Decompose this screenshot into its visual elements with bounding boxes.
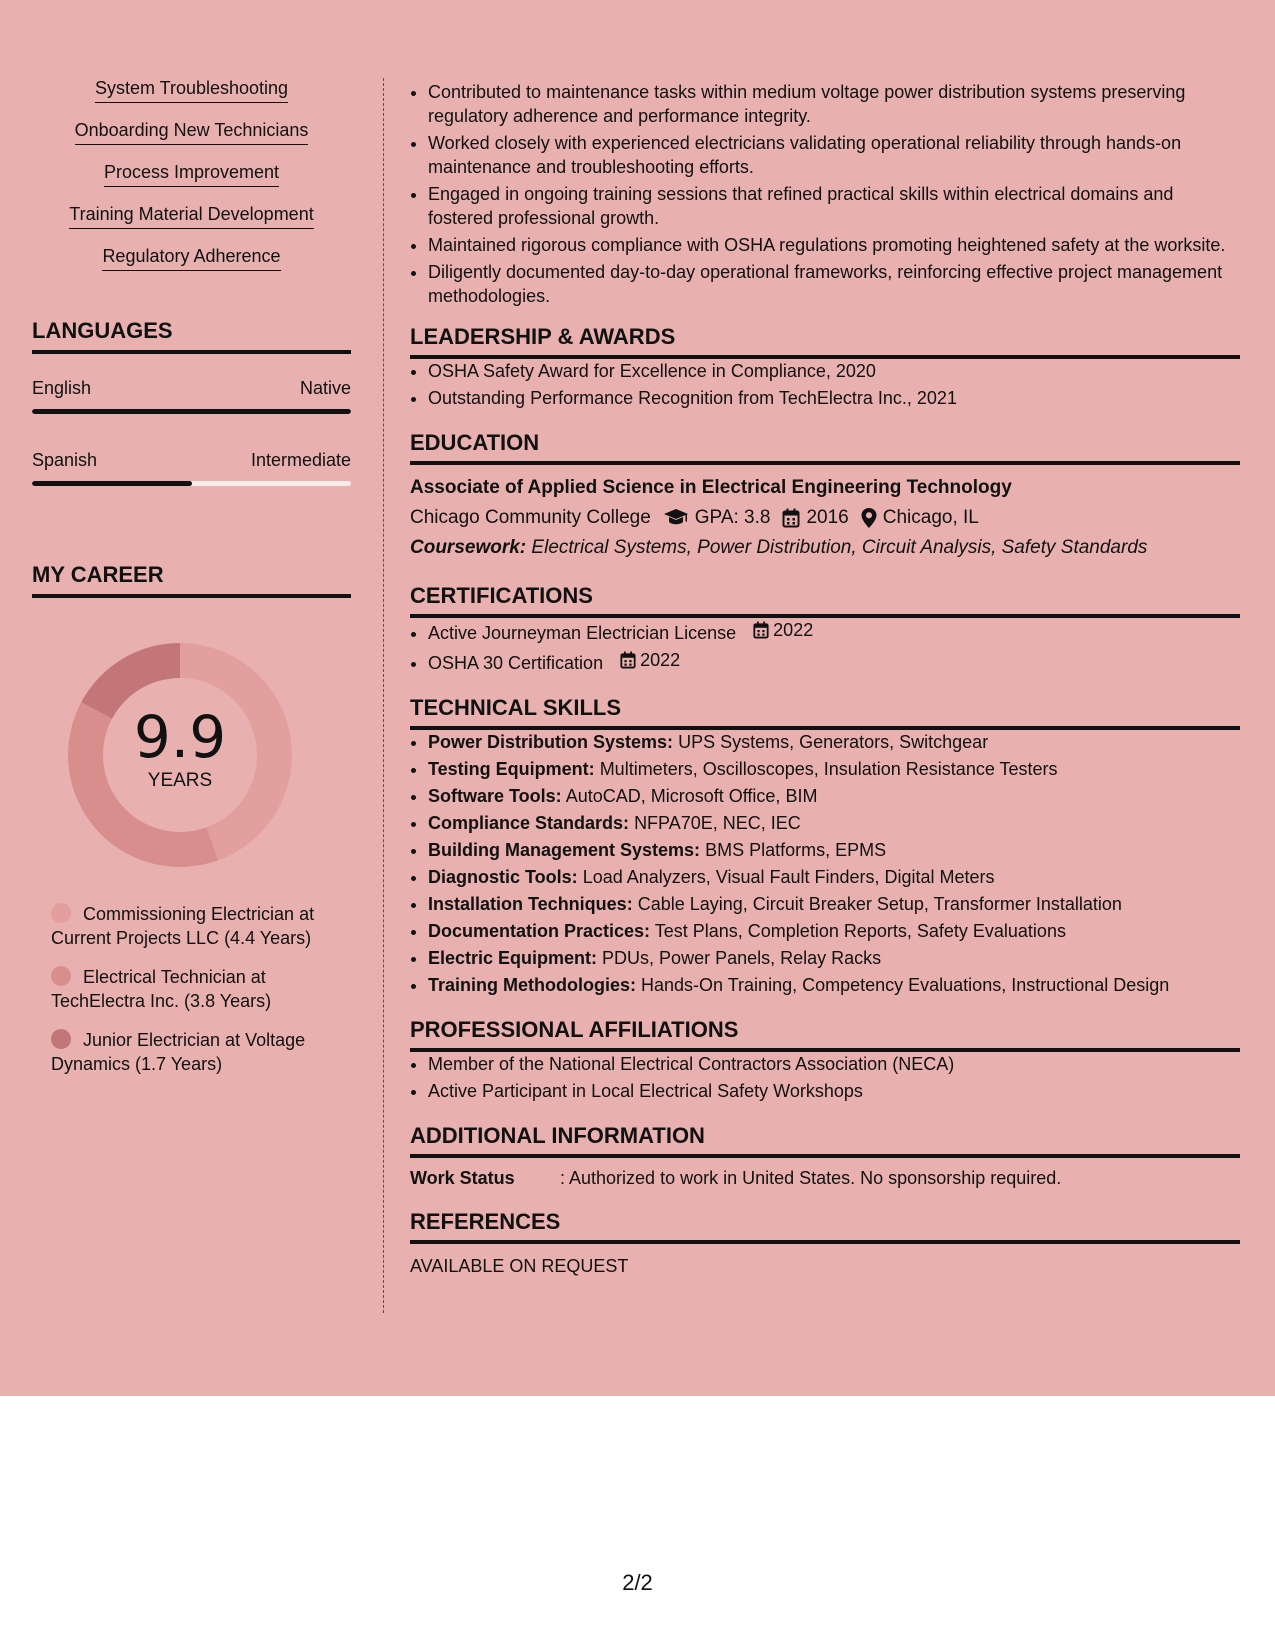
skill-item: Regulatory Adherence	[102, 246, 280, 271]
technical-skills-heading: TECHNICAL SKILLS	[410, 695, 1240, 730]
certification-item	[428, 618, 1240, 645]
language-name: English	[32, 378, 92, 398]
career-section	[32, 562, 351, 1076]
experience-bullet: • Engaged in ongoing training sessions that refined practical skills within electrical domains and fostered professional growth.	[428, 182, 1240, 230]
technical-skill-item	[428, 946, 1240, 970]
certification-date	[753, 618, 813, 642]
career-legend-item	[51, 1028, 321, 1076]
skill-value: BMS Platforms, EPMS	[705, 840, 887, 860]
skill-label: Electric Equipment:	[428, 948, 598, 968]
skill-value: PDUs, Power Panels, Relay Racks	[602, 948, 882, 968]
certifications-list	[410, 618, 1240, 675]
legend-dot	[51, 903, 71, 923]
experience-bullets	[410, 80, 1240, 308]
career-legend-label: Electrical Technician at TechElectra Inc. (3.8 Years)	[51, 967, 272, 1011]
coursework-value: Electrical Systems, Power Distribution, Circuit Analysis, Safety Standards	[531, 537, 1148, 558]
affiliation-item: • Member of the National Electrical Contractors Association (NECA)	[428, 1052, 1240, 1076]
technical-skill-item	[428, 892, 1240, 916]
career-legend-label: Junior Electrician at Voltage Dynamics (1.7 Years)	[51, 1030, 306, 1074]
education-section	[410, 430, 1240, 559]
languages-section	[32, 318, 351, 486]
language-proficiency-fill	[32, 409, 351, 414]
affiliations-list	[410, 1052, 1240, 1103]
career-total-years: 9.9	[133, 703, 227, 771]
skill-value: Load Analyzers, Visual Fault Finders, Digital Meters	[582, 867, 995, 887]
skill-value: AutoCAD, Microsoft Office, BIM	[565, 786, 818, 806]
column-divider	[383, 78, 384, 1313]
leadership-section	[410, 324, 1240, 410]
language-row	[32, 450, 351, 471]
work-status-value: : Authorized to work in United States. No sponsorship required.	[560, 1168, 1062, 1188]
education-gpa: GPA: 3.8	[694, 507, 771, 528]
language-level: Native	[299, 378, 351, 398]
language-proficiency-bar	[32, 409, 351, 414]
skill-label: Installation Techniques:	[428, 894, 633, 914]
leadership-list	[410, 359, 1240, 410]
calendar-icon	[782, 508, 800, 528]
skill-value: Test Plans, Completion Reports, Safety Evaluations	[654, 921, 1066, 941]
additional-info-section	[410, 1123, 1240, 1189]
career-total-unit: YEARS	[147, 770, 213, 791]
technical-skills-list	[410, 730, 1240, 997]
certification-year: 2022	[640, 650, 681, 670]
career-legend-item	[51, 902, 321, 950]
skill-item: System Troubleshooting	[95, 78, 288, 103]
award-item: • Outstanding Performance Recognition from TechElectra Inc., 2021	[428, 386, 1240, 410]
leadership-heading: LEADERSHIP & AWARDS	[410, 324, 1240, 359]
career-donut-chart	[65, 640, 295, 870]
skill-label: Software Tools:	[428, 786, 562, 806]
experience-bullet: • Diligently documented day-to-day operational frameworks, reinforcing effective project management methodologies.	[428, 260, 1240, 308]
affiliations-heading: PROFESSIONAL AFFILIATIONS	[410, 1017, 1240, 1052]
language-proficiency-fill	[32, 481, 192, 486]
skills-list	[32, 78, 351, 288]
language-row	[32, 378, 351, 399]
skill-label: Compliance Standards:	[428, 813, 630, 833]
career-legend	[51, 902, 321, 1076]
certification-name: OSHA 30 Certification	[428, 653, 604, 673]
skill-label: Documentation Practices:	[428, 921, 651, 941]
experience-bullet: • Maintained rigorous compliance with OSHA regulations promoting heightened safety at the worksite.	[428, 233, 1240, 257]
career-heading: MY CAREER	[32, 562, 351, 598]
calendar-icon	[753, 621, 769, 639]
left-column	[32, 78, 351, 1091]
skill-item: Training Material Development	[69, 204, 313, 229]
skill-label: Building Management Systems:	[428, 840, 701, 860]
affiliation-item: • Active Participant in Local Electrical Safety Workshops	[428, 1079, 1240, 1103]
skill-value: UPS Systems, Generators, Switchgear	[678, 732, 989, 752]
right-column	[410, 80, 1240, 1277]
references-text: AVAILABLE ON REQUEST	[410, 1256, 629, 1276]
technical-skill-item	[428, 973, 1240, 997]
languages-heading: LANGUAGES	[32, 318, 351, 354]
page-number: 2/2	[622, 1570, 653, 1595]
technical-skills-section	[410, 695, 1240, 997]
certification-name: Active Journeyman Electrician License	[428, 623, 737, 643]
skill-value: Hands-On Training, Competency Evaluations, Instructional Design	[641, 975, 1170, 995]
skill-item: Onboarding New Technicians	[75, 120, 309, 145]
skill-value: Cable Laying, Circuit Breaker Setup, Transformer Installation	[637, 894, 1122, 914]
skill-item: Process Improvement	[104, 162, 279, 187]
skill-label: Testing Equipment:	[428, 759, 595, 779]
work-status-row	[410, 1168, 1240, 1189]
location-pin-icon	[861, 508, 877, 528]
education-coursework	[410, 537, 1240, 559]
skill-label: Training Methodologies:	[428, 975, 636, 995]
technical-skill-item	[428, 784, 1240, 808]
technical-skill-item	[428, 919, 1240, 943]
certification-date	[620, 648, 680, 672]
affiliations-section	[410, 1017, 1240, 1103]
experience-bullet: • Contributed to maintenance tasks within medium voltage power distribution systems preserving regulatory adherence and performance integrity.	[428, 80, 1240, 128]
technical-skill-item	[428, 811, 1240, 835]
skill-label: Power Distribution Systems:	[428, 732, 674, 752]
skill-label: Diagnostic Tools:	[428, 867, 578, 887]
references-heading: REFERENCES	[410, 1209, 1240, 1244]
career-legend-label: Commissioning Electrician at Current Projects LLC (4.4 Years)	[51, 904, 315, 948]
skill-value: Multimeters, Oscilloscopes, Insulation Resistance Testers	[599, 759, 1058, 779]
education-details	[410, 507, 1240, 529]
experience-bullet: • Worked closely with experienced electricians validating operational reliability through hands-on maintenance and troubleshooting efforts.	[428, 131, 1240, 179]
coursework-label: Coursework:	[410, 537, 527, 558]
certifications-heading: CERTIFICATIONS	[410, 583, 1240, 618]
certification-item	[428, 648, 1240, 675]
skill-value: NFPA70E, NEC, IEC	[634, 813, 801, 833]
technical-skill-item	[428, 757, 1240, 781]
education-heading: EDUCATION	[410, 430, 1240, 465]
legend-dot	[51, 966, 71, 986]
graduation-cap-icon	[663, 508, 689, 528]
work-status-label: Work Status	[410, 1168, 515, 1188]
references-section	[410, 1209, 1240, 1277]
education-year: 2016	[806, 507, 849, 528]
education-location: Chicago, IL	[882, 507, 979, 528]
legend-dot	[51, 1029, 71, 1049]
career-legend-item	[51, 965, 321, 1013]
technical-skill-item	[428, 730, 1240, 754]
technical-skill-item	[428, 865, 1240, 889]
technical-skill-item	[428, 838, 1240, 862]
education-degree: Associate of Applied Science in Electrical Engineering Technology	[410, 477, 1012, 498]
calendar-icon	[620, 651, 636, 669]
certifications-section	[410, 583, 1240, 675]
language-level: Intermediate	[250, 450, 351, 470]
donut-center	[65, 640, 295, 870]
language-name: Spanish	[32, 450, 98, 470]
language-proficiency-bar	[32, 481, 351, 486]
education-school: Chicago Community College	[410, 507, 651, 528]
certification-year: 2022	[773, 620, 814, 640]
additional-info-heading: ADDITIONAL INFORMATION	[410, 1123, 1240, 1158]
award-item: • OSHA Safety Award for Excellence in Compliance, 2020	[428, 359, 1240, 383]
